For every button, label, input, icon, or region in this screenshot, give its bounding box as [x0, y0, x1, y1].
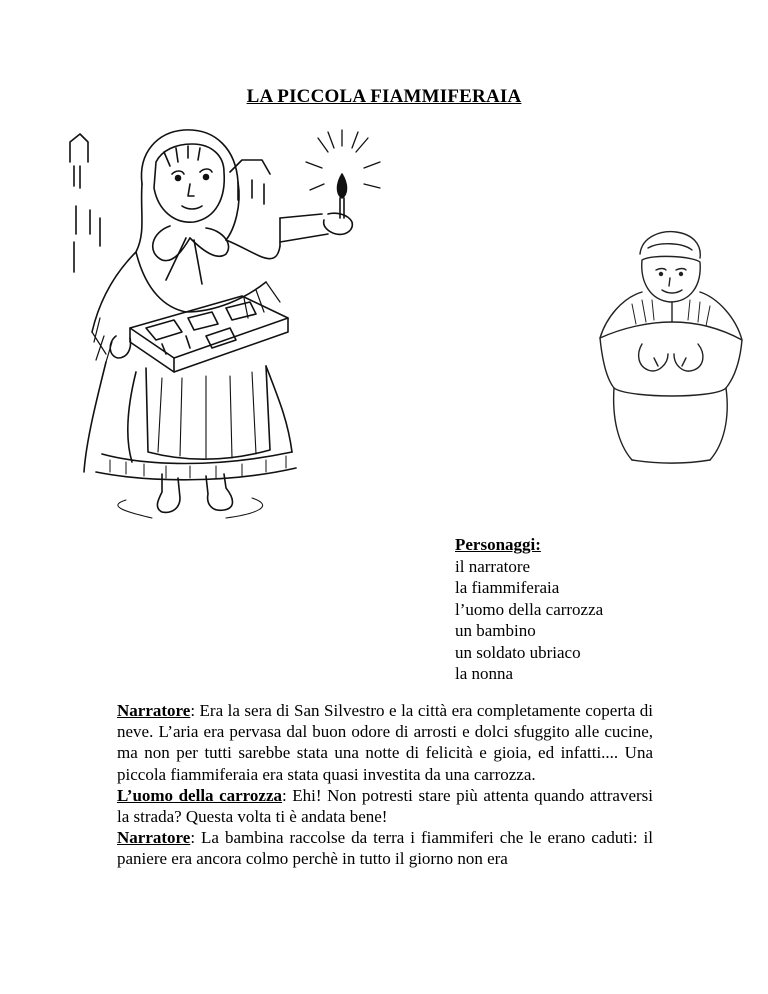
speaker-name: Narratore: [117, 828, 191, 848]
script-line: [117, 785, 653, 827]
speaker-name: L’uomo della carrozza: [117, 785, 283, 805]
dialogue-text: : La bambina raccolse da terra i fiammiferi che le erano caduti: il paniere era ancora colmo perchè in tutto il giorno non era: [117, 828, 653, 869]
cast-item: la nonna: [455, 664, 514, 683]
cast-item: un soldato ubriaco: [455, 642, 581, 662]
cast-item: la fiammiferaia: [455, 578, 560, 597]
dialogue-text: : Ehi! Non potresti stare più attenta quando attraversi la strada? Questa volta ti è andata bene!: [117, 785, 654, 827]
speaker-name: Narratore: [117, 701, 191, 720]
cast-list: [455, 534, 603, 685]
script-body: [117, 700, 653, 870]
dialogue-text: : Era la sera di San Silvestro e la città era completamente coperta di neve. L’aria era pervasa dal buon odore di arrosti e dolci sfuggito alle cucine, ma non per tutti sarebbe stata una notte di felicità e gioia, ed infatti.... Una piccola fiammiferaia era stata quasi investita da una carrozza.: [117, 701, 653, 784]
grandmother-illustration: [592, 228, 750, 464]
script-line: [117, 700, 653, 785]
match-girl-illustration: [66, 122, 390, 530]
cast-item: l’uomo della carrozza: [455, 599, 604, 619]
document-title: LA PICCOLA FIAMMIFERAIA: [246, 86, 522, 107]
cast-item: un bambino: [455, 621, 536, 640]
cast-item: il narratore: [455, 556, 531, 576]
script-line: [117, 827, 653, 869]
cast-heading: Personaggi:: [455, 535, 541, 554]
